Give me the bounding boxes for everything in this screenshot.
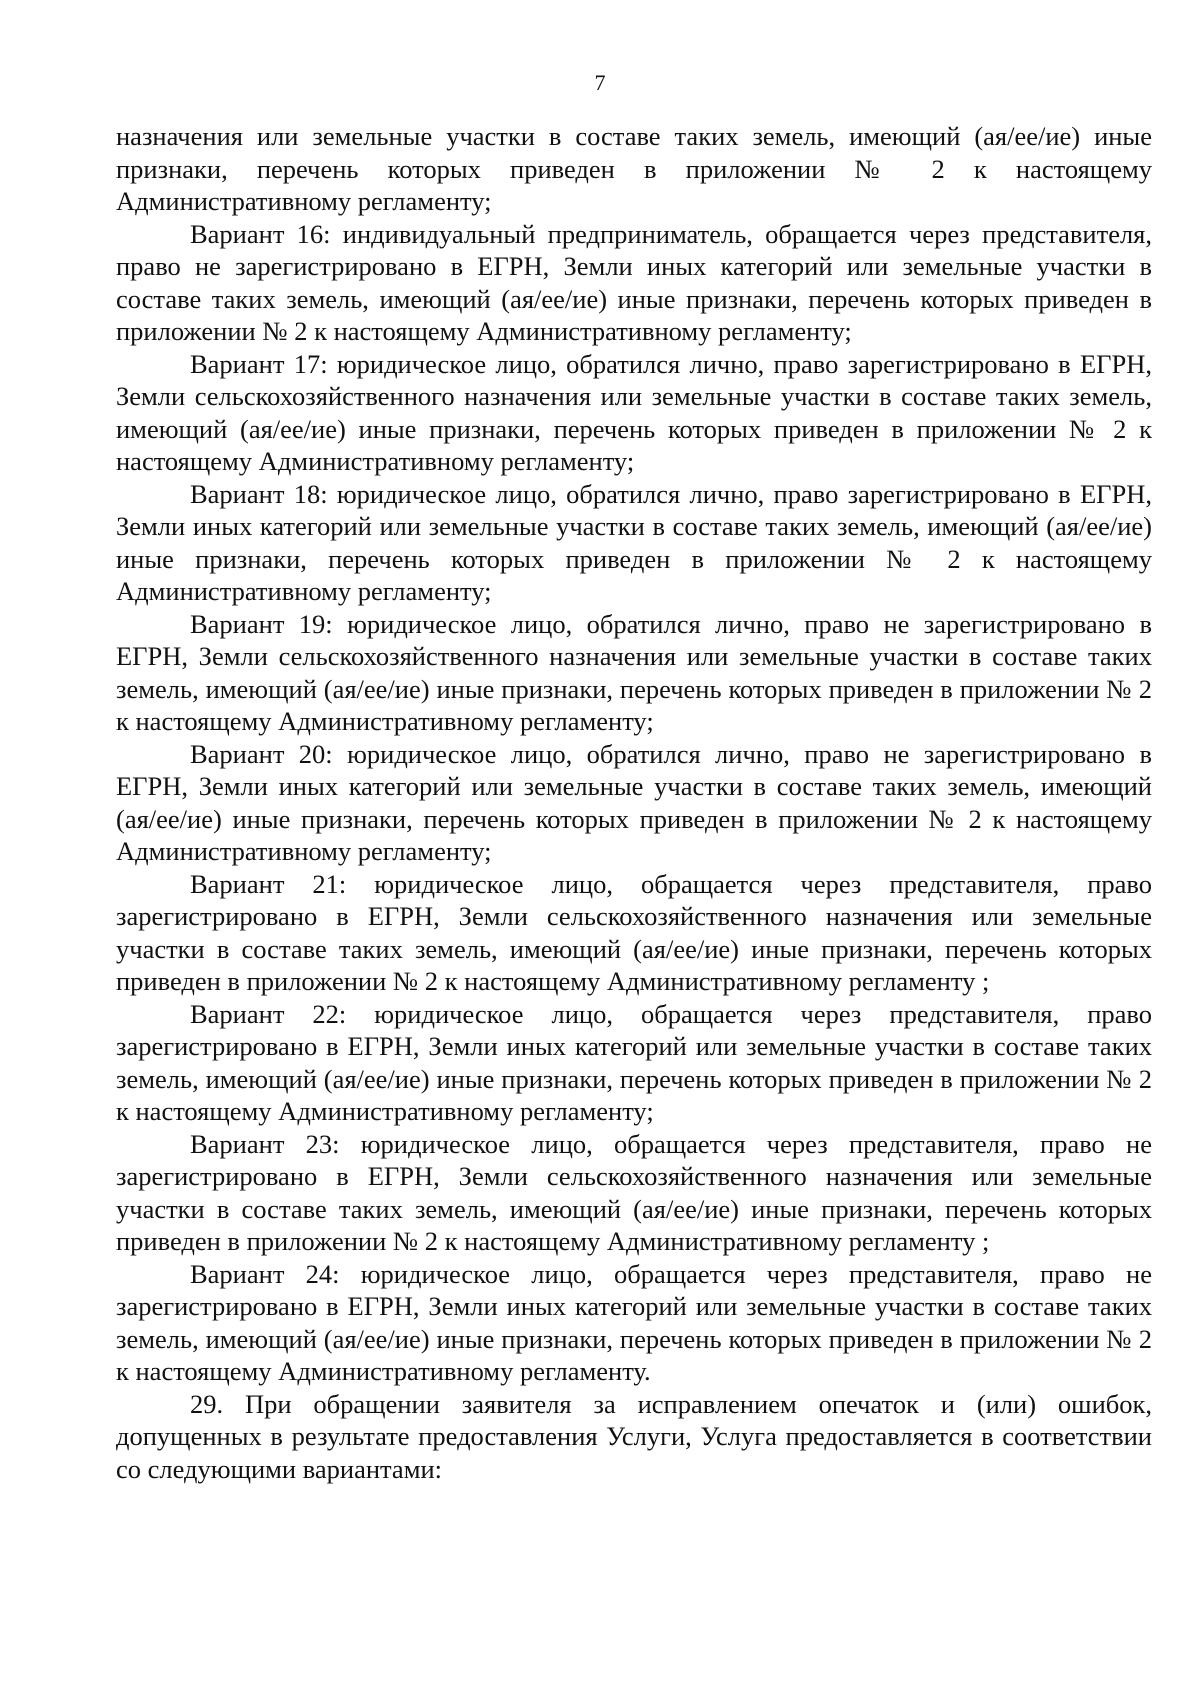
document-body bbox=[116, 120, 1152, 1485]
paragraph-variant-18: Вариант 18: юридическое лицо, обратился лично, право зарегистрировано в ЕГРН, Земли иных категорий или земельные участки в составе таких земель, имеющий (ая/ее/ие) иные признаки, перечень которых приведен в приложении № 2 к настоящему Административному регламенту; bbox=[116, 478, 1152, 606]
paragraph-variant-19: Вариант 19: юридическое лицо, обратился лично, право не зарегистрировано в ЕГРН, Земли сельскохозяйственного назначения или земельные участки в составе таких земель, имеющий (ая/ее/ие) иные признаки, перечень которых приведен в приложении № 2 к настоящему Административному регламенту; bbox=[116, 608, 1152, 736]
paragraph-variant-16: Вариант 16: индивидуальный предприниматель, обращается через представителя, право не зарегистрировано в ЕГРН, Земли иных категорий или земельные участки в составе таких земель, имеющий (ая/ее/ие) иные признаки, перечень которых приведен в приложении № 2 к настоящему Административному регламенту; bbox=[116, 218, 1152, 346]
paragraph-item-29: 29. При обращении заявителя за исправлением опечаток и (или) ошибок, допущенных в результате предоставления Услуги, Услуга предоставляется в соответствии со следующими вариантами: bbox=[116, 1388, 1152, 1484]
paragraph-variant-24: Вариант 24: юридическое лицо, обращается через представителя, право не зарегистрировано в ЕГРН, Земли иных категорий или земельные участки в составе таких земель, имеющий (ая/ее/ие) иные признаки, перечень которых приведен в приложении № 2 к настоящему Административному регламенту. bbox=[116, 1258, 1152, 1386]
paragraph-variant-21: Вариант 21: юридическое лицо, обращается через представителя, право зарегистрировано в ЕГРН, Земли сельскохозяйственного назначения или земельные участки в составе таких земель, имеющий (ая/ее/ие) иные признаки, перечень которых приведен в приложении № 2 к настоящему Административному регламенту ; bbox=[116, 868, 1152, 996]
paragraph-variant-22: Вариант 22: юридическое лицо, обращается через представителя, право зарегистрировано в ЕГРН, Земли иных категорий или земельные участки в составе таких земель, имеющий (ая/ее/ие) иные признаки, перечень которых приведен в приложении № 2 к настоящему Административному регламенту; bbox=[116, 998, 1152, 1126]
page-number: 7 bbox=[594, 70, 606, 95]
paragraph-continuation: назначения или земельные участки в составе таких земель, имеющий (ая/ее/ие) иные признаки, перечень которых приведен в приложении № 2 к настоящему Административному регламенту; bbox=[116, 121, 1152, 216]
paragraph-variant-20: Вариант 20: юридическое лицо, обратился лично, право не зарегистрировано в ЕГРН, Земли иных категорий или земельные участки в составе таких земель, имеющий (ая/ее/ие) иные признаки, перечень которых приведен в приложении № 2 к настоящему Административному регламенту; bbox=[116, 738, 1152, 866]
paragraph-variant-23: Вариант 23: юридическое лицо, обращается через представителя, право не зарегистрировано в ЕГРН, Земли сельскохозяйственного назначения или земельные участки в составе таких земель, имеющий (ая/ее/ие) иные признаки, перечень которых приведен в приложении № 2 к настоящему Административному регламенту ; bbox=[116, 1128, 1152, 1256]
paragraph-variant-17: Вариант 17: юридическое лицо, обратился лично, право зарегистрировано в ЕГРН, Земли сельскохозяйственного назначения или земельные участки в составе таких земель, имеющий (ая/ее/ие) иные признаки, перечень которых приведен в приложении № 2 к настоящему Административному регламенту; bbox=[116, 348, 1152, 476]
